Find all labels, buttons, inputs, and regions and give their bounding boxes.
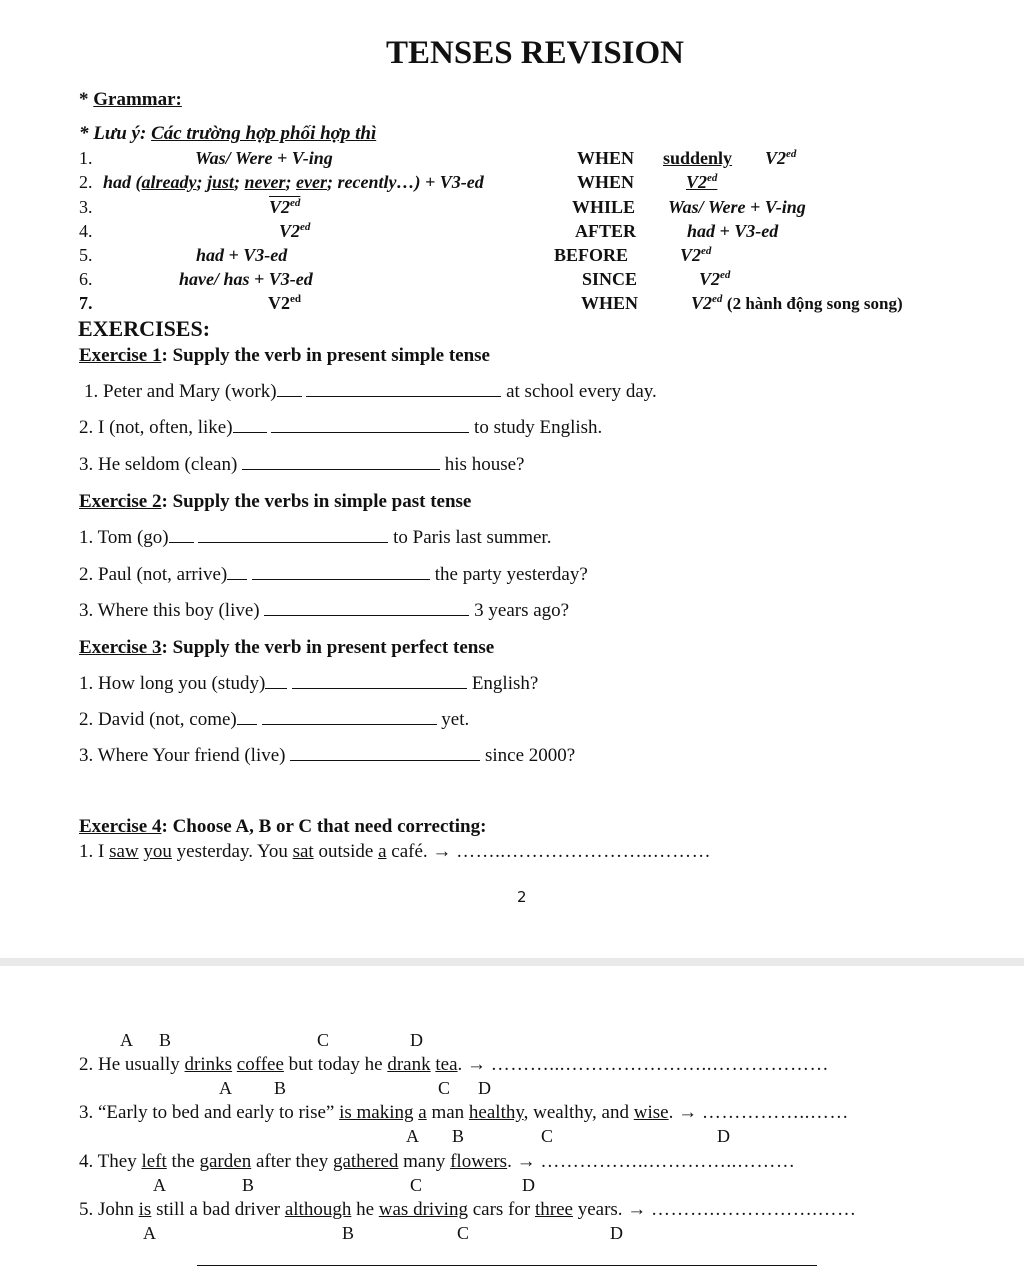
answer-dots[interactable]: ………...…………………..………………: [490, 1054, 830, 1075]
option-letter: B: [242, 1175, 255, 1195]
answer-dots[interactable]: ……….…………….……: [651, 1199, 857, 1220]
page-title: TENSES REVISION: [385, 35, 685, 71]
tense-row-num: 3.: [79, 197, 93, 217]
exercise-1-item-1: 1. Peter and Mary (work) at school every day.: [84, 381, 657, 402]
answer-blank[interactable]: [169, 529, 194, 543]
answer-blank[interactable]: [198, 529, 388, 543]
tense-row-conj: WHEN: [577, 172, 635, 192]
page-2: [0, 966, 1024, 1279]
answer-blank[interactable]: [242, 456, 440, 470]
answer-blank[interactable]: [292, 675, 467, 689]
option-letter: A: [153, 1175, 166, 1195]
answer-blank[interactable]: [290, 747, 480, 761]
tense-row-num: 1.: [79, 148, 93, 168]
grammar-heading-text: Grammar:: [93, 89, 182, 110]
tense-row-conj: BEFORE: [554, 245, 629, 265]
answer-blank[interactable]: [262, 711, 437, 725]
exercise-1-item-3: 3. He seldom (clean) his house?: [79, 454, 525, 475]
option-letter: C: [438, 1078, 451, 1098]
exercise-2-heading: Exercise 2: Supply the verbs in simple past tense: [79, 491, 472, 512]
tense-row-right: had + V3-ed: [687, 221, 779, 241]
exercise-3-item-2: 2. David (not, come) yet.: [79, 709, 470, 730]
tense-row-right-underlined: suddenly: [663, 148, 733, 168]
page-number: 2: [517, 888, 527, 906]
tense-row-conj: WHEN: [577, 148, 635, 168]
option-letter: B: [274, 1078, 287, 1098]
option-letter: B: [452, 1126, 465, 1146]
bottom-divider: [197, 1265, 817, 1266]
note-label: Lưu ý:: [93, 123, 147, 144]
answer-blank[interactable]: [277, 383, 302, 397]
exercise-4-question-1: 1. I saw you yesterday. You sat outside a café. → ……..…………………..………: [79, 841, 712, 862]
grammar-heading: [79, 89, 182, 111]
answer-blank[interactable]: [264, 602, 469, 616]
tense-row-conj: SINCE: [582, 269, 638, 289]
option-letter: B: [159, 1030, 172, 1050]
tense-row-conj: WHILE: [572, 197, 636, 217]
exercise-3-item-3: 3. Where Your friend (live) since 2000?: [79, 745, 576, 766]
answer-dots[interactable]: ……………..…………..………: [540, 1151, 796, 1172]
option-letter: D: [522, 1175, 535, 1195]
tense-row-conj: AFTER: [575, 221, 637, 241]
exercise-4-question-3: 3. “Early to bed and early to rise” is making a man healthy, wealthy, and wise. → ……………..……: [79, 1102, 849, 1123]
option-letter: D: [717, 1126, 730, 1146]
tense-row-num: 4.: [79, 221, 93, 241]
tense-row-left: $V2^{ed}$: [269, 197, 301, 217]
tense-row-right: $V2^{ed}$: [680, 245, 712, 265]
option-letter: D: [478, 1078, 491, 1098]
note-line: [79, 123, 376, 145]
tense-row-right: $V2^{ed}$ (2 hành động song song): [691, 293, 903, 313]
exercise-3-heading: Exercise 3: Supply the verb in present perfect tense: [79, 637, 495, 658]
option-letter: B: [342, 1223, 355, 1243]
exercise-1-item-2: 2. I (not, often, like) to study English.: [79, 417, 603, 438]
tense-row-num: 5.: [79, 245, 93, 265]
tense-row-right: $V2^{ed}$: [699, 269, 731, 289]
tense-row-conj: WHEN: [581, 293, 639, 313]
option-letter: C: [457, 1223, 470, 1243]
tense-row-left: $V2^{ed}$: [268, 293, 301, 313]
tense-row-right: $V2^{ed}$: [686, 172, 718, 192]
tense-row-num: 2.: [79, 172, 93, 192]
tense-row-right: $V2^{ed}$: [765, 148, 797, 168]
tense-row-left: have/ has + V3-ed: [179, 269, 313, 289]
option-letter: A: [406, 1126, 419, 1146]
option-letter: C: [410, 1175, 423, 1195]
option-letter: D: [610, 1223, 623, 1243]
option-letter: A: [120, 1030, 133, 1050]
note-star: *: [79, 123, 89, 144]
grammar-star: *: [79, 89, 89, 110]
answer-dots[interactable]: ……..…………………..………: [456, 841, 712, 862]
tense-row-left: had (already; just; never; ever; recently…) + V3-ed: [103, 172, 484, 192]
answer-dots[interactable]: ……………..……: [701, 1102, 849, 1123]
answer-blank[interactable]: [252, 566, 430, 580]
answer-blank[interactable]: [227, 566, 247, 580]
option-letter: A: [143, 1223, 156, 1243]
tense-row-left: $V2^{ed}$: [279, 221, 311, 241]
option-letter: C: [317, 1030, 330, 1050]
tense-row-left: had + V3-ed: [196, 245, 288, 265]
answer-blank[interactable]: [265, 675, 287, 689]
option-letter: C: [541, 1126, 554, 1146]
tense-row-num: 7.: [79, 293, 93, 313]
exercise-2-item-2: 2. Paul (not, arrive) the party yesterday?: [79, 564, 588, 585]
answer-blank[interactable]: [237, 711, 257, 725]
exercise-4-question-4: 4. They left the garden after they gathered many flowers. → ……………..…………..………: [79, 1151, 796, 1172]
answer-blank[interactable]: [233, 419, 267, 433]
answer-blank[interactable]: [306, 383, 501, 397]
tense-row-left: Was/ Were + V-ing: [195, 148, 333, 168]
answer-blank[interactable]: [271, 419, 469, 433]
exercise-4-heading: Exercise 4: Choose A, B or C that need correcting:: [79, 816, 487, 837]
note-text: Các trường hợp phối hợp thì: [151, 123, 377, 144]
tense-row-num: 6.: [79, 269, 93, 289]
exercise-1-heading: Exercise 1: Supply the verb in present simple tense: [79, 345, 490, 366]
exercises-heading: EXERCISES:: [78, 316, 211, 341]
option-letter: A: [219, 1078, 232, 1098]
exercise-2-item-1: 1. Tom (go) to Paris last summer.: [79, 527, 552, 548]
exercise-3-item-1: 1. How long you (study) English?: [79, 673, 539, 694]
exercise-2-item-3: 3. Where this boy (live) 3 years ago?: [79, 600, 570, 621]
exercise-4-question-2: 2. He usually drinks coffee but today he drank tea. → ………...…………………..………………: [79, 1054, 830, 1075]
page-separator: [0, 958, 1024, 966]
option-letter: D: [410, 1030, 423, 1050]
tense-row-right: Was/ Were + V-ing: [668, 197, 806, 217]
exercise-4-question-5: 5. John is still a bad driver although he was driving cars for three years. → ……….…………….……: [79, 1199, 857, 1220]
